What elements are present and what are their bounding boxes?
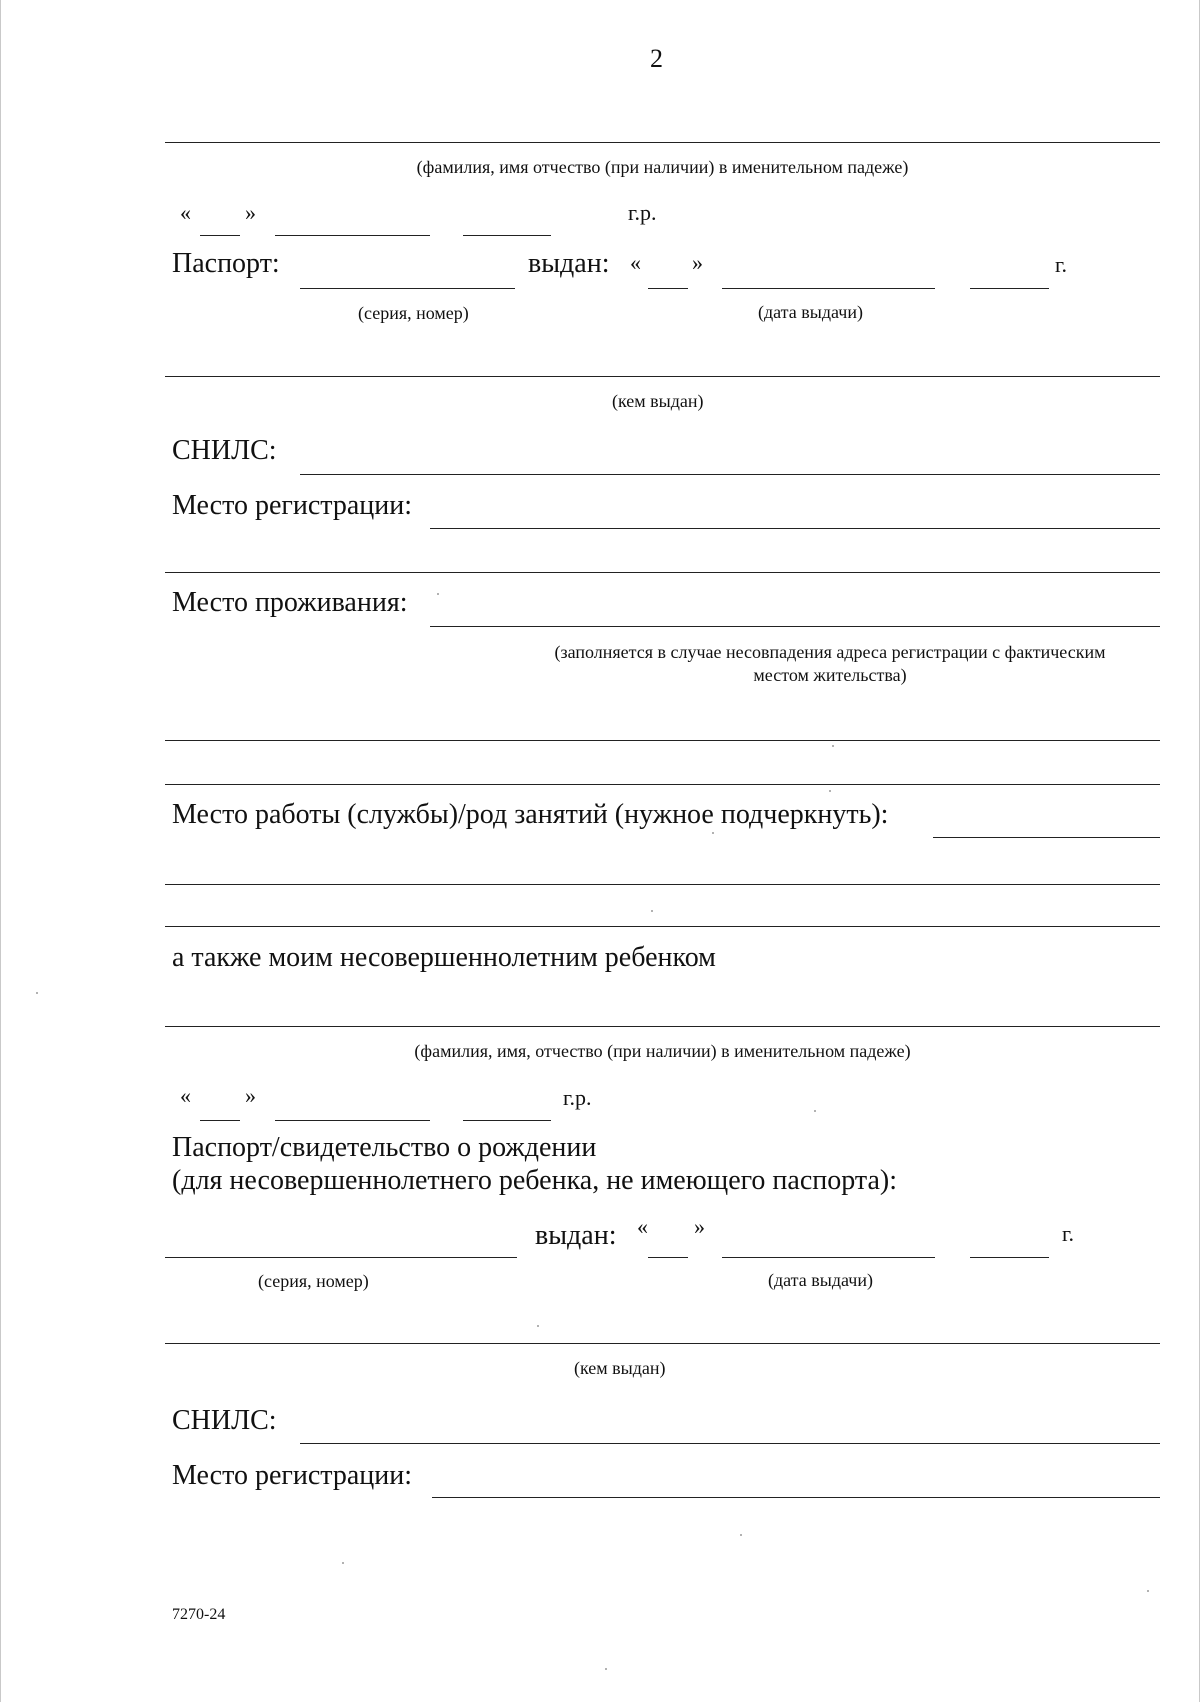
child-birth-quote-open: « xyxy=(180,1083,191,1108)
child-snils-label: СНИЛС: xyxy=(172,1405,277,1436)
registration-underline xyxy=(430,528,1160,529)
child-intro: а также моим несовершеннолетним ребенком xyxy=(172,942,716,973)
child-registration-label: Место регистрации: xyxy=(172,1460,413,1491)
work-underline-2 xyxy=(165,884,1160,885)
residence-note-line1: (заполняется в случае несовпадения адреса регистрации с фактическим xyxy=(554,642,1106,662)
birth-quote-close: » xyxy=(245,200,256,225)
scan-speck xyxy=(832,745,834,747)
issued-quote-open: « xyxy=(630,250,641,275)
child-issued-day-field[interactable] xyxy=(648,1234,688,1258)
child-issued-quote-open: « xyxy=(637,1214,648,1239)
registration-underline-2 xyxy=(165,572,1160,573)
work-field-2[interactable] xyxy=(165,861,1160,885)
child-issued-year-field[interactable] xyxy=(970,1234,1049,1258)
residence-field-3[interactable] xyxy=(165,761,1160,785)
child-issued-label: выдан: xyxy=(535,1220,617,1251)
issued-year-field[interactable] xyxy=(970,265,1049,289)
child-snils-underline xyxy=(300,1443,1160,1444)
child-birth-month-field[interactable] xyxy=(275,1097,430,1121)
passport-issuer-underline xyxy=(165,376,1160,377)
passport-issuer-field[interactable] xyxy=(165,353,1160,377)
full-name-caption: (фамилия, имя отчество (при наличии) в именительном падеже) xyxy=(416,157,909,177)
birth-suffix: г.р. xyxy=(628,200,657,225)
series-caption: (серия, номер) xyxy=(358,303,469,323)
child-issued-day-underline xyxy=(648,1257,688,1258)
scan-speck xyxy=(36,992,38,994)
child-document-series-underline xyxy=(165,1257,517,1258)
birth-month-field[interactable] xyxy=(275,212,430,236)
footer-code: 7270-24 xyxy=(172,1606,226,1623)
issued-day-underline xyxy=(648,288,688,289)
child-registration-underline xyxy=(432,1497,1160,1498)
child-birth-year-underline xyxy=(463,1120,551,1121)
birth-day-underline xyxy=(200,235,240,236)
passport-issued-label: выдан: xyxy=(528,248,610,279)
snils-label: СНИЛС: xyxy=(172,435,277,466)
work-label: Место работы (службы)/род занятий (нужное подчеркнуть): xyxy=(172,799,889,830)
issued-year-underline xyxy=(970,288,1049,289)
birth-year-underline xyxy=(463,235,551,236)
child-issuer-field[interactable] xyxy=(165,1320,1160,1344)
issuer-caption: (кем выдан) xyxy=(612,391,704,411)
child-full-name-underline xyxy=(165,1026,1160,1027)
child-issuer-underline xyxy=(165,1343,1160,1344)
child-registration-field[interactable] xyxy=(432,1474,1160,1498)
child-document-series-field[interactable] xyxy=(165,1234,517,1258)
scan-speck xyxy=(342,1562,344,1564)
full-name-field[interactable] xyxy=(165,119,1160,143)
child-issued-quote-close: » xyxy=(694,1214,705,1239)
full-name-underline xyxy=(165,142,1160,143)
scan-speck xyxy=(829,790,831,792)
registration-field[interactable] xyxy=(430,505,1160,529)
scan-speck xyxy=(651,910,653,912)
child-birth-day-field[interactable] xyxy=(200,1097,240,1121)
work-underline-3 xyxy=(165,926,1160,927)
birth-day-field[interactable] xyxy=(200,212,240,236)
scan-speck xyxy=(1147,1590,1149,1592)
scan-speck xyxy=(814,1110,816,1112)
scan-speck xyxy=(712,832,714,834)
residence-field-2[interactable] xyxy=(165,717,1160,741)
page-number: 2 xyxy=(650,44,663,73)
registration-field-2[interactable] xyxy=(165,549,1160,573)
child-issued-month-underline xyxy=(722,1257,935,1258)
issued-day-field[interactable] xyxy=(648,265,688,289)
issued-month-underline xyxy=(722,288,935,289)
scan-speck xyxy=(437,593,439,595)
passport-series-underline xyxy=(300,288,515,289)
residence-label: Место проживания: xyxy=(172,587,408,618)
child-birth-month-underline xyxy=(275,1120,430,1121)
residence-note-line2: местом жительства) xyxy=(753,665,907,685)
passport-label: Паспорт: xyxy=(172,248,280,279)
child-issued-year-suffix: г. xyxy=(1062,1221,1075,1246)
scan-speck xyxy=(740,1534,742,1536)
child-birth-suffix: г.р. xyxy=(563,1085,592,1110)
child-document-label-line1: Паспорт/свидетельство о рождении xyxy=(172,1132,597,1163)
child-snils-field[interactable] xyxy=(300,1420,1160,1444)
work-field-3[interactable] xyxy=(165,903,1160,927)
child-birth-day-underline xyxy=(200,1120,240,1121)
residence-underline-2 xyxy=(165,740,1160,741)
registration-label: Место регистрации: xyxy=(172,490,413,521)
date-caption: (дата выдачи) xyxy=(758,302,863,322)
child-issuer-caption: (кем выдан) xyxy=(574,1358,666,1378)
issued-quote-close: » xyxy=(692,250,703,275)
work-underline xyxy=(933,837,1160,838)
child-full-name-caption: (фамилия, имя, отчество (при наличии) в именительном падеже) xyxy=(414,1041,911,1061)
scan-speck xyxy=(605,1668,607,1670)
birth-month-underline xyxy=(275,235,430,236)
residence-underline-3 xyxy=(165,784,1160,785)
page-edge-left xyxy=(0,0,1,1702)
child-birth-year-field[interactable] xyxy=(463,1097,551,1121)
passport-series-field[interactable] xyxy=(300,265,515,289)
residence-underline xyxy=(430,626,1160,627)
child-full-name-field[interactable] xyxy=(165,1003,1160,1027)
work-field[interactable] xyxy=(933,814,1160,838)
birth-year-field[interactable] xyxy=(463,212,551,236)
snils-field[interactable] xyxy=(300,451,1160,475)
residence-field[interactable] xyxy=(430,603,1160,627)
birth-quote-open: « xyxy=(180,200,191,225)
child-issued-year-underline xyxy=(970,1257,1049,1258)
child-birth-quote-close: » xyxy=(245,1083,256,1108)
child-issued-month-field[interactable] xyxy=(722,1234,935,1258)
issued-year-suffix: г. xyxy=(1055,252,1068,277)
issued-month-field[interactable] xyxy=(722,265,935,289)
child-document-label-line2: (для несовершеннолетнего ребенка, не имеющего паспорта): xyxy=(172,1165,897,1196)
scan-speck xyxy=(537,1325,539,1327)
child-series-caption: (серия, номер) xyxy=(258,1271,369,1291)
child-date-caption: (дата выдачи) xyxy=(768,1270,873,1290)
snils-underline xyxy=(300,474,1160,475)
